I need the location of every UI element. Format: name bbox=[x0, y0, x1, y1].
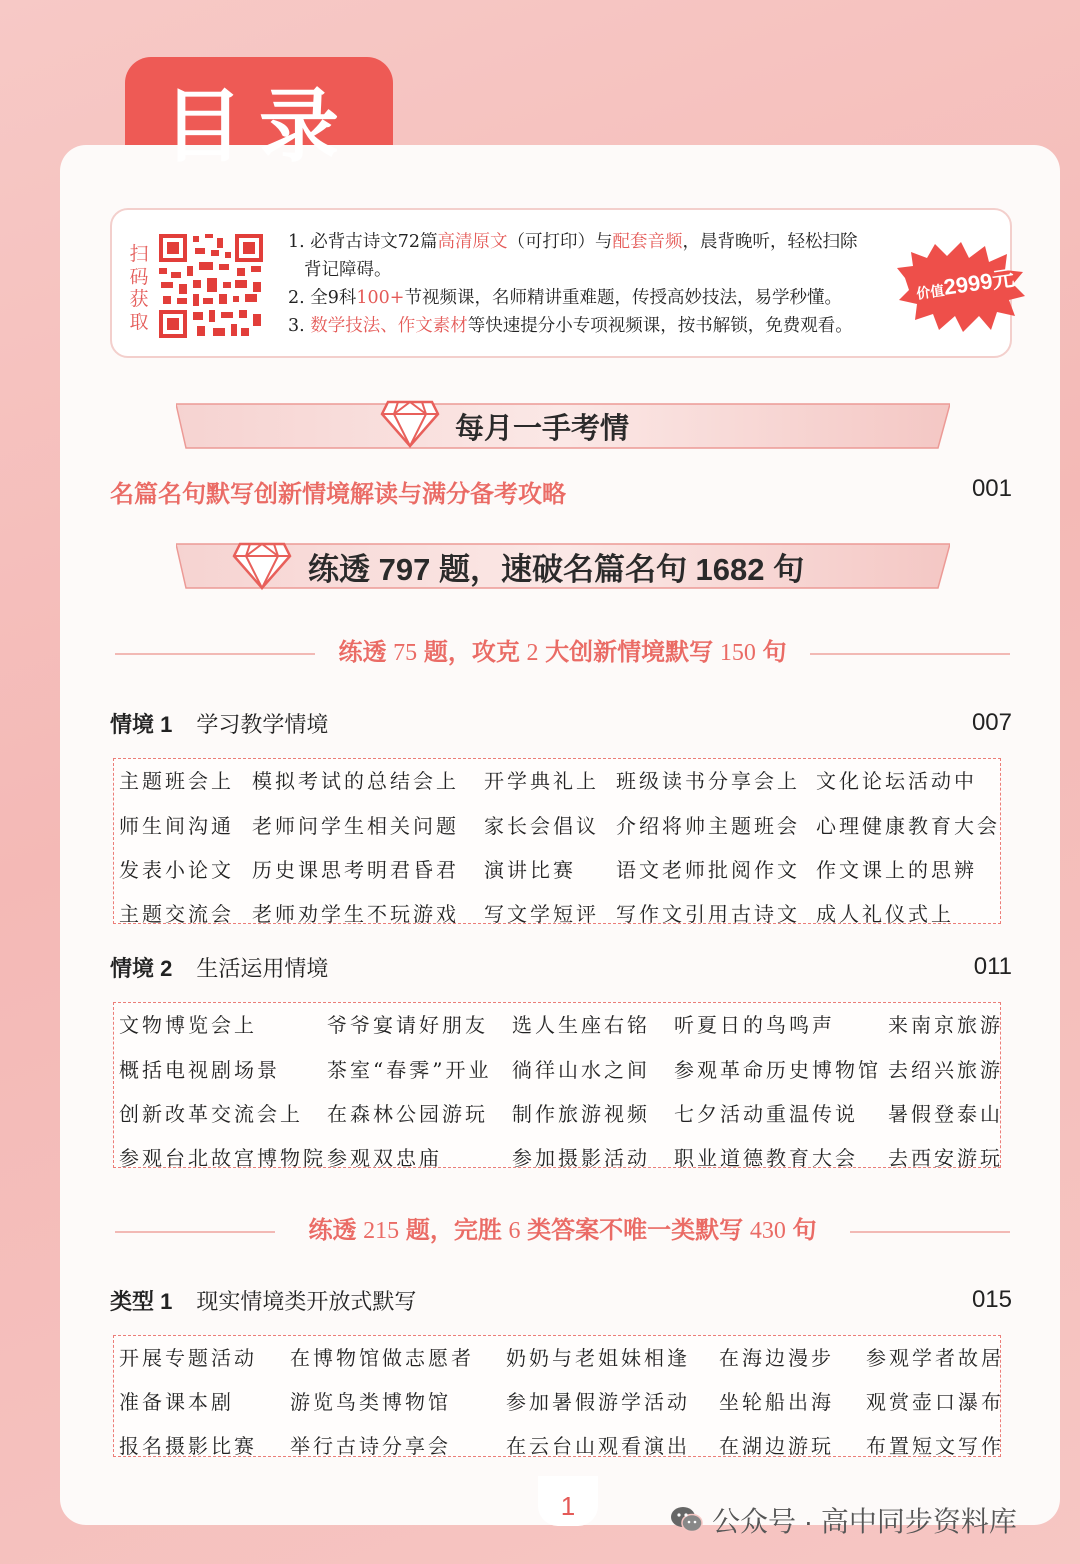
diamond-icon bbox=[380, 398, 440, 450]
promo-text-part: 2. 全9科 bbox=[288, 288, 357, 308]
divider-text: 大创新情境默写 bbox=[538, 639, 720, 666]
topic-item: 参观双忠庙 bbox=[327, 1146, 442, 1170]
promo-highlight: 配套音频 bbox=[612, 232, 683, 252]
topic-item: 文物博览会上 bbox=[119, 1013, 257, 1037]
badge-prefix: 价值 bbox=[915, 282, 946, 302]
topic-item: 参观学者故居 bbox=[866, 1346, 1004, 1370]
topic-item: 家长会倡议 bbox=[484, 814, 599, 838]
divider-number: 6 bbox=[508, 1218, 521, 1244]
subsection-divider bbox=[115, 1211, 1010, 1251]
topic-item: 文化论坛活动中 bbox=[816, 769, 977, 793]
divider-text: 题，攻克 bbox=[417, 639, 527, 666]
topic-item: 心理健康教育大会 bbox=[816, 814, 1000, 838]
topic-item: 参观革命历史博物馆 bbox=[674, 1058, 881, 1082]
promo-highlight: 高清原文 bbox=[437, 232, 508, 252]
topic-item: 在海边漫步 bbox=[719, 1346, 834, 1370]
divider-number: 430 bbox=[749, 1218, 786, 1244]
divider-text: 练透 bbox=[308, 1217, 364, 1244]
banner-title: 每月一手考情 bbox=[455, 412, 630, 445]
topic-item: 在博物馆做志愿者 bbox=[290, 1346, 474, 1370]
section-title[interactable]: 名篇名句默写创新情境解读与满分备考攻略 bbox=[110, 481, 566, 508]
topic-item: 在森林公园游玩 bbox=[327, 1102, 488, 1126]
page-number: 001 bbox=[971, 475, 1012, 502]
page-title: 目录 bbox=[163, 81, 355, 171]
watermark-text: 公众号 · 高中同步资料库 bbox=[712, 1506, 1017, 1537]
promo-line-2 bbox=[288, 284, 918, 312]
topic-item: 茶室“春霁”开业 bbox=[327, 1058, 492, 1082]
topic-item: 写作文引用古诗文 bbox=[616, 902, 800, 926]
scan-char: 取 bbox=[129, 310, 149, 333]
promo-line-1b: 背记障碍。 bbox=[304, 260, 392, 280]
promo-text-part: 3. bbox=[288, 316, 311, 336]
subsection-title bbox=[115, 1211, 1010, 1251]
scan-char: 获 bbox=[129, 288, 149, 310]
wechat-icon bbox=[670, 1505, 704, 1535]
diamond-icon bbox=[232, 540, 292, 592]
topic-item: 观赏壶口瀑布 bbox=[866, 1390, 1004, 1414]
context-heading[interactable] bbox=[110, 708, 328, 739]
qr-code[interactable] bbox=[157, 232, 265, 340]
topic-item: 去西安游玩 bbox=[888, 1146, 1003, 1170]
topic-item: 师生间沟通 bbox=[119, 814, 234, 838]
topic-grid bbox=[113, 1002, 1001, 1168]
topic-item: 主题班会上 bbox=[119, 769, 234, 793]
promo-text-part: （可打印）与 bbox=[507, 232, 613, 252]
topic-item: 历史课思考明君昏君 bbox=[252, 858, 459, 882]
topic-item: 举行古诗分享会 bbox=[290, 1434, 451, 1458]
topic-item: 参加摄影活动 bbox=[512, 1146, 650, 1170]
divider-number: 2 bbox=[526, 640, 539, 666]
topic-item: 职业道德教育大会 bbox=[674, 1146, 858, 1170]
context-label: 情境 2 bbox=[110, 956, 173, 981]
topic-item: 概括电视剧场景 bbox=[119, 1058, 280, 1082]
context-title: 现实情境类开放式默写 bbox=[196, 1289, 417, 1314]
topic-item: 模拟考试的总结会上 bbox=[252, 769, 459, 793]
topic-item: 写文学短评 bbox=[484, 902, 599, 926]
topic-item: 制作旅游视频 bbox=[512, 1102, 650, 1126]
topic-item: 语文老师批阅作文 bbox=[616, 858, 800, 882]
promo-text-part: ，晨背晚听，轻松扫除 bbox=[682, 232, 858, 252]
topic-item: 听夏日的鸟鸣声 bbox=[674, 1013, 835, 1037]
topic-item: 奶奶与老姐妹相逢 bbox=[506, 1346, 690, 1370]
topic-item: 去绍兴旅游 bbox=[888, 1058, 1003, 1082]
context-title: 学习教学情境 bbox=[196, 712, 329, 737]
promo-text-part: 节视频课，名师精讲重难题，传授高妙技法，易学秒懂。 bbox=[404, 288, 842, 308]
topic-item: 班级读书分享会上 bbox=[616, 769, 800, 793]
topic-grid bbox=[113, 758, 1001, 924]
divider-number: 150 bbox=[719, 640, 756, 666]
topic-item: 坐轮船出海 bbox=[719, 1390, 834, 1414]
divider-text: 类答案不唯一类默写 bbox=[520, 1217, 750, 1244]
promo-line-1 bbox=[288, 228, 918, 256]
watermark bbox=[670, 1500, 1017, 1540]
banner-title: 练透 797 题，速破名篇名句 1682 句 bbox=[308, 551, 805, 587]
badge-amount: 2999元 bbox=[942, 265, 1016, 300]
promo-highlight: 100+ bbox=[356, 288, 405, 308]
subsection-divider bbox=[115, 633, 1010, 673]
footer-page-number: 1 bbox=[538, 1476, 598, 1526]
page-number: 015 bbox=[971, 1286, 1012, 1313]
topic-item: 参观台北故宫博物院 bbox=[119, 1146, 326, 1170]
topic-item: 在湖边游玩 bbox=[719, 1434, 834, 1458]
promo-text-part: 等快速提分小专项视频课，按书解锁，免费观看。 bbox=[467, 316, 853, 336]
promo-text-part: 1. 必背古诗文72篇 bbox=[288, 232, 438, 252]
topic-item: 主题交流会 bbox=[119, 902, 234, 926]
promo-line-3 bbox=[288, 312, 918, 340]
topic-item: 七夕活动重温传说 bbox=[674, 1102, 858, 1126]
topic-item: 发表小论文 bbox=[119, 858, 234, 882]
context-heading[interactable] bbox=[110, 952, 328, 983]
divider-text: 句 bbox=[785, 1217, 817, 1244]
context-heading[interactable] bbox=[110, 1285, 416, 1316]
topic-item: 创新改革交流会上 bbox=[119, 1102, 303, 1126]
topic-item: 作文课上的思辨 bbox=[816, 858, 977, 882]
topic-item: 成人礼仪式上 bbox=[816, 902, 954, 926]
topic-item: 开展专题活动 bbox=[119, 1346, 257, 1370]
divider-number: 215 bbox=[363, 1218, 400, 1244]
topic-grid bbox=[113, 1335, 1004, 1458]
context-label: 类型 1 bbox=[110, 1289, 173, 1314]
scan-char: 码 bbox=[129, 265, 149, 288]
page-number: 007 bbox=[971, 709, 1012, 736]
topic-item: 准备课本剧 bbox=[119, 1390, 234, 1414]
divider-text: 练透 bbox=[338, 639, 394, 666]
topic-item: 报名摄影比赛 bbox=[119, 1434, 257, 1458]
topic-item: 暑假登泰山 bbox=[888, 1102, 1003, 1126]
topic-item: 参加暑假游学活动 bbox=[506, 1390, 690, 1414]
topic-item: 游览鸟类博物馆 bbox=[290, 1390, 451, 1414]
scan-char: 扫 bbox=[129, 243, 149, 265]
topic-item: 演讲比赛 bbox=[484, 858, 576, 882]
subsection-title bbox=[115, 633, 1010, 673]
topic-item: 介绍将帅主题班会 bbox=[616, 814, 800, 838]
topic-item: 布置短文写作 bbox=[866, 1434, 1004, 1458]
divider-text: 句 bbox=[755, 639, 787, 666]
promo-text bbox=[288, 228, 918, 340]
page-number: 011 bbox=[973, 953, 1012, 980]
context-title: 生活运用情境 bbox=[196, 956, 329, 981]
context-label: 情境 1 bbox=[110, 712, 173, 737]
topic-item: 来南京旅游 bbox=[888, 1013, 1003, 1037]
scan-label bbox=[127, 243, 151, 333]
topic-item: 爷爷宴请好朋友 bbox=[327, 1013, 488, 1037]
topic-item: 在云台山观看演出 bbox=[506, 1434, 690, 1458]
topic-item: 老师劝学生不玩游戏 bbox=[252, 902, 459, 926]
topic-item: 开学典礼上 bbox=[484, 769, 599, 793]
topic-item: 选人生座右铭 bbox=[512, 1013, 650, 1037]
topic-item: 徜徉山水之间 bbox=[512, 1058, 650, 1082]
divider-number: 75 bbox=[393, 640, 418, 666]
topic-item: 老师问学生相关问题 bbox=[252, 814, 459, 838]
divider-text: 题，完胜 bbox=[399, 1217, 509, 1244]
promo-highlight: 数学技法、作文素材 bbox=[310, 316, 468, 336]
